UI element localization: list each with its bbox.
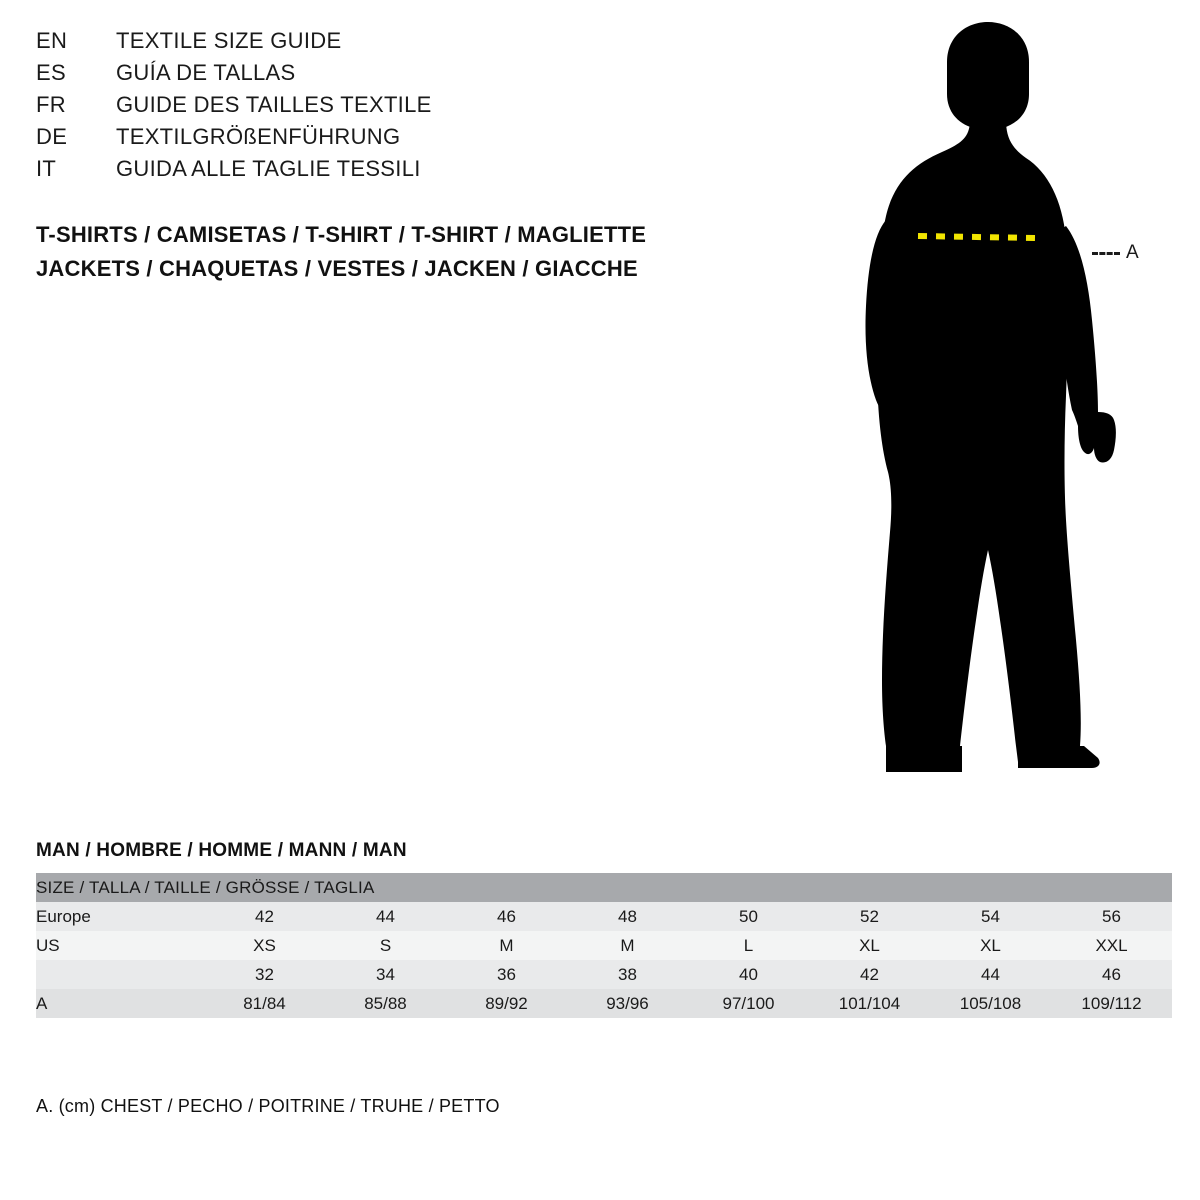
table-row — [36, 989, 1172, 1018]
cell-value: 42 — [255, 906, 274, 926]
cell-value: 101/104 — [838, 993, 901, 1013]
language-row — [36, 124, 756, 156]
table-header-row — [36, 873, 1172, 902]
cell-value: 97/100 — [722, 993, 775, 1013]
table-section-title: MAN / HOMBRE / HOMME / MANN / MAN — [36, 840, 407, 861]
cell-value: 34 — [376, 964, 395, 984]
cell-value: S — [379, 935, 392, 955]
cell-value: XS — [253, 935, 276, 955]
cell-value: M — [499, 935, 514, 955]
cell-value: XL — [980, 935, 1001, 955]
silhouette-icon — [830, 20, 1170, 790]
language-row — [36, 92, 756, 124]
garment-line-tshirts: T-SHIRTS / CAMISETAS / T-SHIRT / T-SHIRT / MAGLIETTE — [36, 222, 647, 247]
row-label: US — [36, 935, 60, 955]
measure-leader-line — [1092, 252, 1120, 255]
language-row — [36, 156, 756, 188]
language-title: GUÍA DE TALLAS — [116, 60, 296, 85]
male-silhouette-figure — [830, 20, 1170, 790]
language-code: ES — [36, 60, 66, 85]
cell-value: 38 — [618, 964, 637, 984]
garment-line-jackets: JACKETS / CHAQUETAS / VESTES / JACKEN / GIACCHE — [36, 256, 638, 281]
cell-value: 32 — [255, 964, 274, 984]
language-row — [36, 60, 756, 92]
language-code: FR — [36, 92, 66, 117]
table-row — [36, 902, 1172, 931]
cell-value: 56 — [1102, 906, 1121, 926]
cell-value: 36 — [497, 964, 516, 984]
cell-value: XXL — [1095, 935, 1128, 955]
table-footnote: A. (cm) CHEST / PECHO / POITRINE / TRUHE / PETTO — [36, 1096, 500, 1116]
cell-value: 105/108 — [959, 993, 1022, 1013]
language-title: GUIDA ALLE TAGLIE TESSILI — [116, 156, 421, 181]
cell-value: 50 — [739, 906, 758, 926]
language-header-block — [36, 28, 756, 188]
cell-value: 54 — [981, 906, 1000, 926]
table-header-label: SIZE / TALLA / TAILLE / GRÖSSE / TAGLIA — [36, 877, 375, 897]
language-title: GUIDE DES TAILLES TEXTILE — [116, 92, 432, 117]
size-table — [36, 873, 1172, 1018]
cell-value: 52 — [860, 906, 879, 926]
cell-value: L — [743, 935, 754, 955]
row-label: Europe — [36, 906, 91, 926]
measure-label-a: A — [1126, 242, 1139, 263]
cell-value: 40 — [739, 964, 758, 984]
cell-value: 109/112 — [1081, 993, 1142, 1013]
cell-value: 81/84 — [243, 993, 286, 1013]
row-label — [36, 960, 204, 989]
cell-value: 89/92 — [485, 993, 528, 1013]
language-code: IT — [36, 156, 57, 181]
cell-value: M — [620, 935, 635, 955]
cell-value: 85/88 — [364, 993, 407, 1013]
size-table-section — [36, 840, 1172, 1018]
cell-value: 42 — [860, 964, 879, 984]
cell-value: 46 — [1102, 964, 1121, 984]
cell-value: 44 — [981, 964, 1000, 984]
cell-value: 48 — [618, 906, 637, 926]
row-label: A — [36, 993, 48, 1013]
cell-value: 46 — [497, 906, 516, 926]
table-row — [36, 931, 1172, 960]
cell-value: XL — [859, 935, 880, 955]
cell-value: 93/96 — [606, 993, 649, 1013]
language-code: EN — [36, 28, 68, 53]
language-row — [36, 28, 756, 60]
language-title: TEXTILGRÖßENFÜHRUNG — [116, 124, 401, 149]
garment-category-block — [36, 218, 796, 286]
language-code: DE — [36, 124, 68, 149]
language-title: TEXTILE SIZE GUIDE — [116, 28, 342, 53]
table-row — [36, 960, 1172, 989]
cell-value: 44 — [376, 906, 395, 926]
